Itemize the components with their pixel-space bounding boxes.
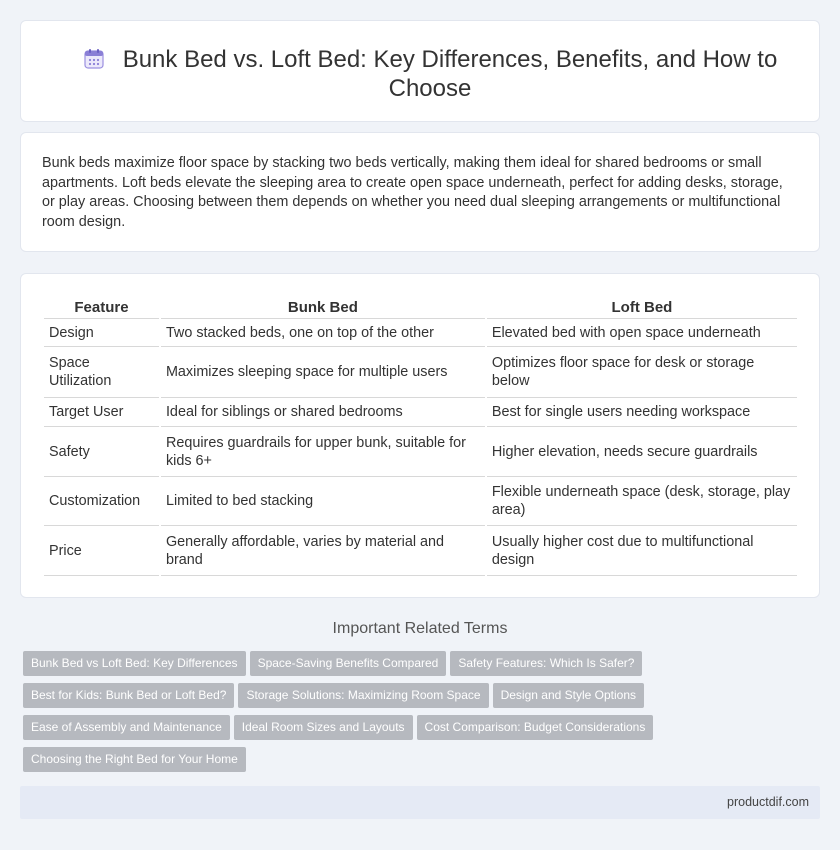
intro-card bbox=[20, 132, 820, 252]
row-loft-bed: Best for single users needing workspace bbox=[487, 398, 797, 427]
row-bunk-bed: Maximizes sleeping space for multiple users bbox=[161, 347, 485, 398]
row-bunk-bed: Limited to bed stacking bbox=[161, 477, 485, 526]
related-terms-list bbox=[23, 651, 823, 779]
related-term-tag[interactable]: Bunk Bed vs Loft Bed: Key Differences bbox=[23, 651, 246, 676]
row-loft-bed: Higher elevation, needs secure guardrails bbox=[487, 427, 797, 477]
table-row bbox=[44, 398, 797, 427]
row-feature: Target User bbox=[44, 398, 159, 427]
related-term-tag[interactable]: Choosing the Right Bed for Your Home bbox=[23, 747, 246, 772]
comparison-table bbox=[42, 297, 799, 576]
row-loft-bed: Usually higher cost due to multifunctional design bbox=[487, 526, 797, 576]
comparison-table-card bbox=[20, 273, 820, 598]
row-bunk-bed: Requires guardrails for upper bunk, suitable for kids 6+ bbox=[161, 427, 485, 477]
footer-bar bbox=[20, 786, 820, 819]
related-term-tag[interactable]: Storage Solutions: Maximizing Room Space bbox=[238, 683, 488, 708]
row-feature: Customization bbox=[44, 477, 159, 526]
table-row bbox=[44, 526, 797, 576]
row-feature: Space Utilization bbox=[44, 347, 159, 398]
row-feature: Safety bbox=[44, 427, 159, 477]
related-term-tag[interactable]: Design and Style Options bbox=[493, 683, 644, 708]
header-loft-bed: Loft Bed bbox=[487, 297, 797, 319]
table-header-row bbox=[44, 297, 797, 319]
related-term-tag[interactable]: Cost Comparison: Budget Considerations bbox=[417, 715, 654, 740]
page-title bbox=[81, 45, 779, 103]
header-card bbox=[20, 20, 820, 122]
row-bunk-bed: Generally affordable, varies by material and brand bbox=[161, 526, 485, 576]
related-term-tag[interactable]: Ideal Room Sizes and Layouts bbox=[234, 715, 413, 740]
row-loft-bed: Elevated bed with open space underneath bbox=[487, 319, 797, 347]
row-loft-bed: Flexible underneath space (desk, storage, play area) bbox=[487, 477, 797, 526]
table-row bbox=[44, 477, 797, 526]
table-row bbox=[44, 347, 797, 398]
row-feature: Design bbox=[44, 319, 159, 347]
related-terms-title: Important Related Terms bbox=[332, 620, 508, 637]
calendar-icon bbox=[83, 48, 105, 70]
page-title-text: Bunk Bed vs. Loft Bed: Key Differences, Benefits, and How to Choose bbox=[122, 46, 778, 102]
table-row bbox=[44, 427, 797, 477]
header-feature: Feature bbox=[44, 297, 159, 319]
row-loft-bed: Optimizes floor space for desk or storage below bbox=[487, 347, 797, 398]
row-feature: Price bbox=[44, 526, 159, 576]
related-term-tag[interactable]: Best for Kids: Bunk Bed or Loft Bed? bbox=[23, 683, 234, 708]
footer-site-link[interactable]: productdif.com bbox=[727, 795, 809, 809]
intro-text: Bunk beds maximize floor space by stacking two beds vertically, making them ideal for shared bedrooms or small apartments. Loft beds elevate the sleeping area to create open space underneath, perfect for adding desks, storage, or play areas. Choosing between them depends on whether you need dual sleeping arrangements or multifunctional room design. bbox=[42, 155, 783, 230]
related-term-tag[interactable]: Space-Saving Benefits Compared bbox=[250, 651, 447, 676]
row-bunk-bed: Two stacked beds, one on top of the other bbox=[161, 319, 485, 347]
related-term-tag[interactable]: Safety Features: Which Is Safer? bbox=[450, 651, 642, 676]
table-row bbox=[44, 319, 797, 347]
header-bunk-bed: Bunk Bed bbox=[161, 297, 485, 319]
related-term-tag[interactable]: Ease of Assembly and Maintenance bbox=[23, 715, 230, 740]
row-bunk-bed: Ideal for siblings or shared bedrooms bbox=[161, 398, 485, 427]
